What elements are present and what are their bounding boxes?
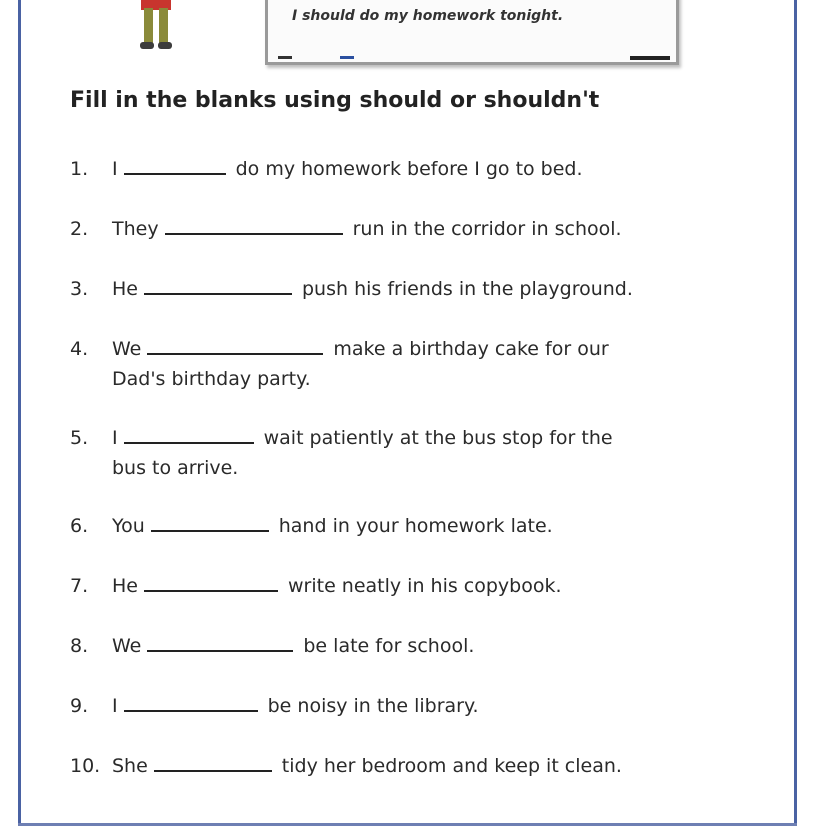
question-after: do my homework before I go to bed. bbox=[235, 158, 583, 180]
worksheet-title: Fill in the blanks using should or shouldn't bbox=[70, 88, 600, 113]
figure-leg-right bbox=[159, 8, 168, 44]
question-before: I bbox=[112, 695, 118, 717]
question-after: write neatly in his copybook. bbox=[287, 575, 562, 597]
question-after: be late for school. bbox=[303, 635, 475, 657]
question-after: hand in your homework late. bbox=[278, 515, 553, 537]
example-decoration bbox=[278, 56, 358, 60]
question-after: run in the corridor in school. bbox=[352, 218, 622, 240]
question-9 bbox=[70, 690, 479, 721]
answer-blank[interactable] bbox=[147, 333, 323, 355]
question-after: be noisy in the library. bbox=[267, 695, 479, 717]
question-before: He bbox=[112, 278, 138, 300]
answer-blank[interactable] bbox=[124, 153, 226, 175]
question-10 bbox=[70, 750, 622, 781]
question-number: 8. bbox=[70, 635, 89, 657]
answer-blank[interactable] bbox=[144, 570, 278, 592]
question-continuation: bus to arrive. bbox=[112, 457, 239, 479]
page-border-left bbox=[18, 0, 21, 826]
question-before: They bbox=[112, 218, 159, 240]
cartoon-figure-illustration bbox=[135, 0, 180, 52]
question-after: wait patiently at the bus stop for the bbox=[263, 427, 613, 449]
example-bar bbox=[630, 56, 670, 60]
question-number: 1. bbox=[70, 158, 89, 180]
question-number: 2. bbox=[70, 218, 89, 240]
question-6 bbox=[70, 510, 553, 541]
decoration-mark bbox=[278, 56, 292, 59]
question-after: tidy her bedroom and keep it clean. bbox=[281, 755, 622, 777]
page-border-right bbox=[794, 0, 797, 826]
question-number: 4. bbox=[70, 338, 89, 360]
question-number: 9. bbox=[70, 695, 89, 717]
answer-blank[interactable] bbox=[147, 630, 293, 652]
decoration-mark bbox=[340, 56, 354, 59]
question-number: 5. bbox=[70, 427, 89, 449]
answer-blank[interactable] bbox=[151, 510, 269, 532]
question-before: She bbox=[112, 755, 148, 777]
question-after: push his friends in the playground. bbox=[301, 278, 633, 300]
figure-shoe-right bbox=[158, 42, 172, 49]
question-before: We bbox=[112, 635, 142, 657]
answer-blank[interactable] bbox=[124, 690, 258, 712]
question-3 bbox=[70, 273, 633, 304]
answer-blank[interactable] bbox=[144, 273, 292, 295]
question-before: We bbox=[112, 338, 142, 360]
question-7 bbox=[70, 570, 562, 601]
question-5 bbox=[70, 422, 613, 483]
answer-blank[interactable] bbox=[124, 422, 254, 444]
question-1 bbox=[70, 153, 583, 184]
question-before: I bbox=[112, 158, 118, 180]
question-number: 3. bbox=[70, 278, 89, 300]
question-8 bbox=[70, 630, 474, 661]
question-4 bbox=[70, 333, 609, 394]
answer-blank[interactable] bbox=[154, 750, 272, 772]
question-before: He bbox=[112, 575, 138, 597]
example-sentence: I should do my homework tonight. bbox=[292, 8, 564, 24]
answer-blank[interactable] bbox=[165, 213, 343, 235]
question-continuation: Dad's birthday party. bbox=[112, 368, 311, 390]
question-before: You bbox=[112, 515, 145, 537]
question-before: I bbox=[112, 427, 118, 449]
figure-shoe-left bbox=[140, 42, 154, 49]
question-number: 10. bbox=[70, 755, 101, 777]
figure-leg-left bbox=[144, 8, 153, 44]
question-number: 7. bbox=[70, 575, 89, 597]
question-2 bbox=[70, 213, 622, 244]
question-number: 6. bbox=[70, 515, 89, 537]
question-after: make a birthday cake for our bbox=[333, 338, 609, 360]
example-box bbox=[265, 0, 679, 65]
